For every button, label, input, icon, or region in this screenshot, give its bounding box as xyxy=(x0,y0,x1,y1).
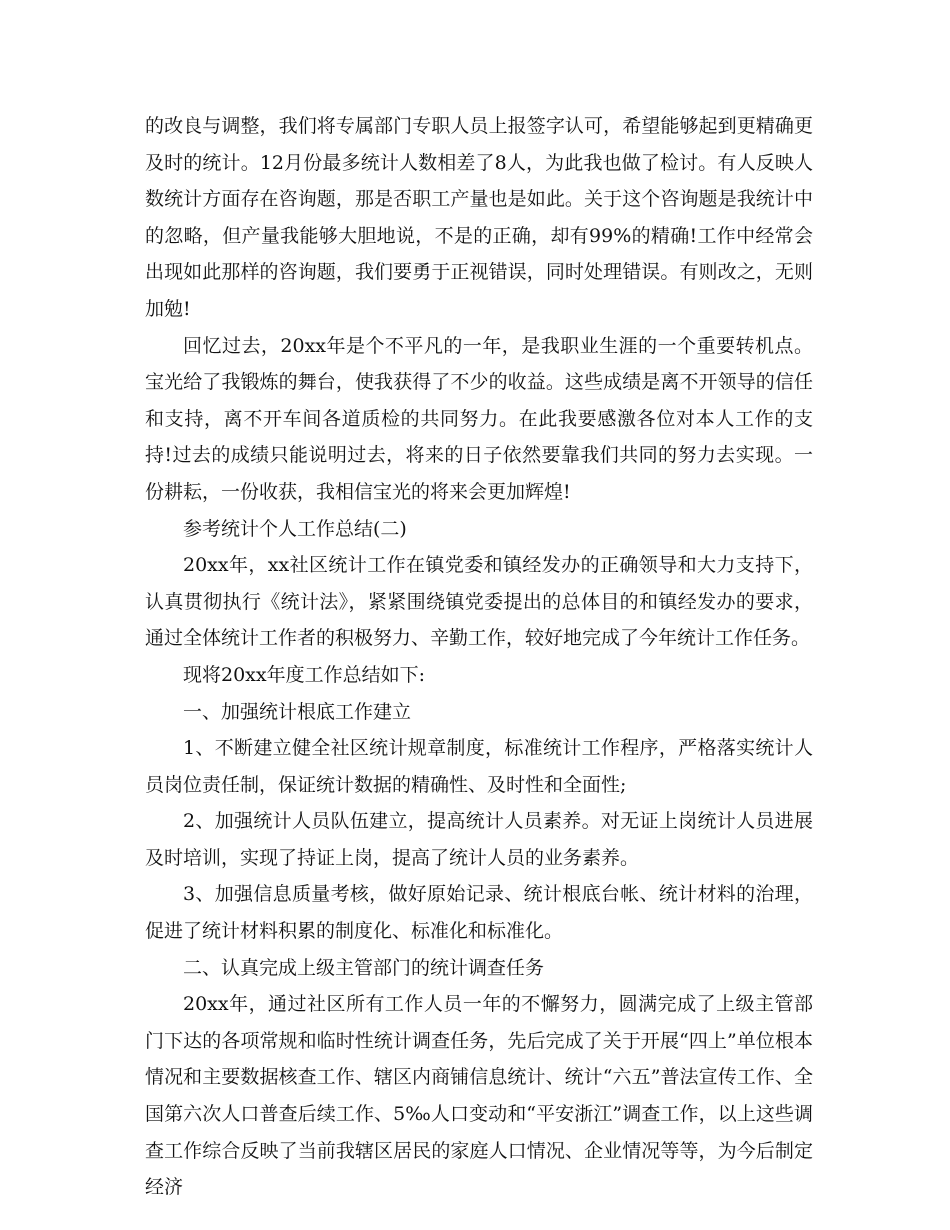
heading-one: 一、加强统计根底工作建立 xyxy=(183,700,412,723)
paragraph-intro: 20xx年，xx社区统计工作在镇党委和镇经发办的正确领导和大力支持下，认真贯彻执行《统计法》，紧紧围绕镇党委提出的总体目的和镇经发办的要求，通过全体统计工作者的积极努力、辛勤工作，较好地完成了今年统计工作任务。 xyxy=(145,554,813,650)
list-item-2: 2、加强统计人员队伍建立，提高统计人员素养。对无证上岗统计人员进展及时培训，实现了持证上岗，提高了统计人员的业务素养。 xyxy=(145,810,813,869)
paragraph-continued: 的改良与调整，我们将专属部门专职人员上报签字认可，希望能够起到更精确更及时的统计。12月份最多统计人数相差了8人，为此我也做了检讨。有人反映人数统计方面存在咨询题，那是否职工产量也是如此。关于这个咨询题是我统计中的忽略，但产量我能够大胆地说，不是的正确，却有99%的精确!工作中经常会出现如此那样的咨询题，我们要勇于正视错误，同时处理错误。有则改之，无则加勉! xyxy=(145,115,813,320)
section-title: 参考统计个人工作总结(二) xyxy=(183,517,407,540)
heading-two: 二、认真完成上级主管部门的统计调查任务 xyxy=(183,956,545,979)
paragraph-review: 回忆过去，20xx年是个不平凡的一年，是我职业生涯的一个重要转机点。宝光给了我锻炼的舞台，使我获得了不少的收益。这些成绩是离不开领导的信任和支持，离不开车间各道质检的共同努力。在此我要感激各位对本人工作的支持!过去的成绩只能说明过去，将来的日子依然要靠我们共同的努力去实现。一份耕耘，一份收获，我相信宝光的将来会更加辉煌! xyxy=(145,334,813,503)
list-item-3: 3、加强信息质量考核，做好原始记录、统计根底台帐、统计材料的治理，促进了统计材料积累的制度化、标准化和标准化。 xyxy=(145,883,813,943)
list-item-1: 1、不断建立健全社区统计规章制度，标准统计工作程序，严格落实统计人员岗位责任制，保证统计数据的精确性、及时性和全面性; xyxy=(145,737,813,796)
paragraph-tasks: 20xx年，通过社区所有工作人员一年的不懈努力，圆满完成了上级主管部门下达的各项常规和临时性统计调查任务，先后完成了关于开展“四上”单位根本情况和主要数据核查工作、辖区内商铺信息统计、统计“六五”普法宣传工作、全国第六次人口普查后续工作、5‰人口变动和“平安浙江”调查工作，以上这些调查工作综合反映了当前我辖区居民的家庭人口情况、企业情况等等，为今后制定经济 xyxy=(145,993,813,1199)
document-page xyxy=(145,108,813,1206)
paragraph-summary-lead: 现将20xx年度工作总结如下: xyxy=(183,663,426,686)
